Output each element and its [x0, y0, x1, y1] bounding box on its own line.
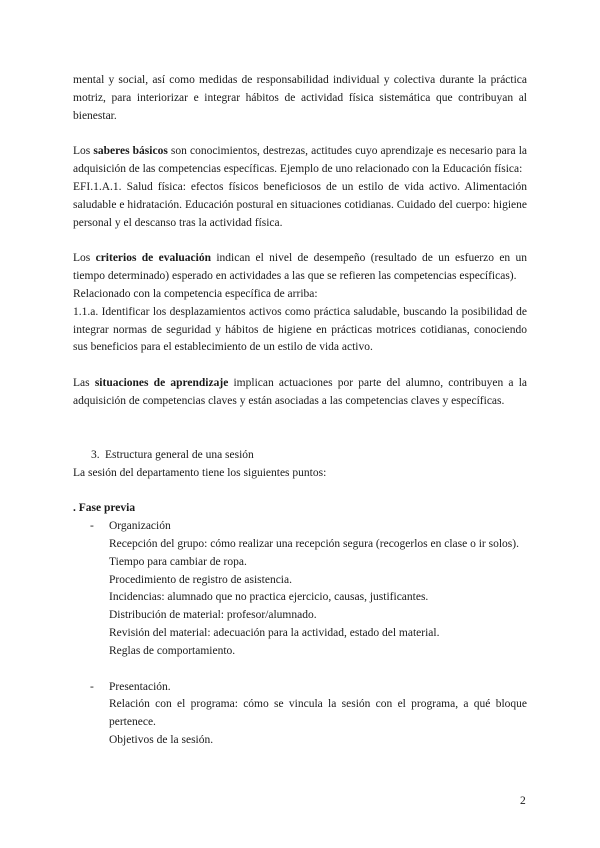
dash-bullet: - [90, 520, 94, 533]
term-criterios-evaluacion: criterios de evaluación [95, 252, 212, 265]
section-intro: La sesión del departamento tiene los siguientes puntos: [73, 466, 327, 479]
fase-previa-heading: . Fase previa [73, 502, 136, 515]
paragraph-continuation: mental y social, así como medidas de responsabilidad individual y colectiva durante la práctica motriz, para interiorizar e integrar hábitos de actividad física sistemática que contribuyan al bienestar. [73, 74, 527, 122]
item-title: Presentación. [109, 680, 171, 693]
example-criterio: 1.1.a. Identificar los desplazamientos activos como práctica saludable, buscando la posibilidad de integrar normas de seguridad y hábitos de higiene en prácticas motrices cotidianas, conociendo sus beneficios para el establecimiento de un estilo de vida activo. [73, 305, 527, 354]
term-saberes-basicos: saberes básicos [93, 145, 168, 158]
section-number: 3. [91, 448, 100, 461]
example-saberes: EFI.1.A.1. Salud física: efectos físicos beneficiosos de un estilo de vida activo. Alimentación saludable e hidratación. Educación postural en situaciones cotidianas. Cuidado del cuerpo: higiene personal y el descanso tras la actividad física. [73, 180, 527, 229]
sub-line: Objetivos de la sesión. [109, 733, 214, 746]
sub-line: Distribución de material: profesor/alumnado. [109, 609, 317, 622]
sub-line: Revisión del material: adecuación para la actividad, estado del material. [109, 626, 440, 639]
paragraph-situaciones-aprendizaje: Las situaciones de aprendizaje implican actuaciones por parte del alumno, contribuyen a la adquisición de competencias claves y están asociadas a las competencias claves y específicas. [73, 377, 527, 407]
item-title: Organización [109, 520, 171, 533]
sub-line: Relación con el programa: cómo se vincula la sesión con el programa, a qué bloque pertenece. [109, 698, 527, 729]
term-situaciones-aprendizaje: situaciones de aprendizaje [94, 377, 229, 390]
sub-line: Reglas de comportamiento. [109, 644, 236, 657]
paragraph-criterios-evaluacion: Los criterios de evaluación indican el nivel de desempeño (resultado de un esfuerzo en un tiempo determinado) esperado en actividades a las que se refieren las competencias específicas). [73, 252, 528, 283]
list-item [73, 679, 527, 697]
sub-line: Recepción del grupo: cómo realizar una recepción segura (recogerlos en clase o ir solos). [109, 537, 519, 550]
section-heading [73, 447, 527, 465]
sub-line: Tiempo para cambiar de ropa. [109, 555, 247, 568]
sub-line: Procedimiento de registro de asistencia. [109, 573, 292, 586]
page-number: 2 [520, 795, 526, 807]
paragraph-saberes-basicos: Los saberes básicos son conocimientos, destrezas, actitudes cuyo aprendizaje es necesario para la adquisición de las competencias específicas. Ejemplo de uno relacionado con la Educación física: [73, 145, 528, 176]
list-item [73, 518, 527, 536]
dash-bullet: - [90, 680, 94, 693]
related-line: Relacionado con la competencia específica de arriba: [73, 287, 318, 300]
page-content [73, 72, 527, 750]
sub-line: Incidencias: alumnado que no practica ejercicio, causas, justificantes. [109, 591, 429, 604]
section-title: Estructura general de una sesión [105, 448, 254, 461]
